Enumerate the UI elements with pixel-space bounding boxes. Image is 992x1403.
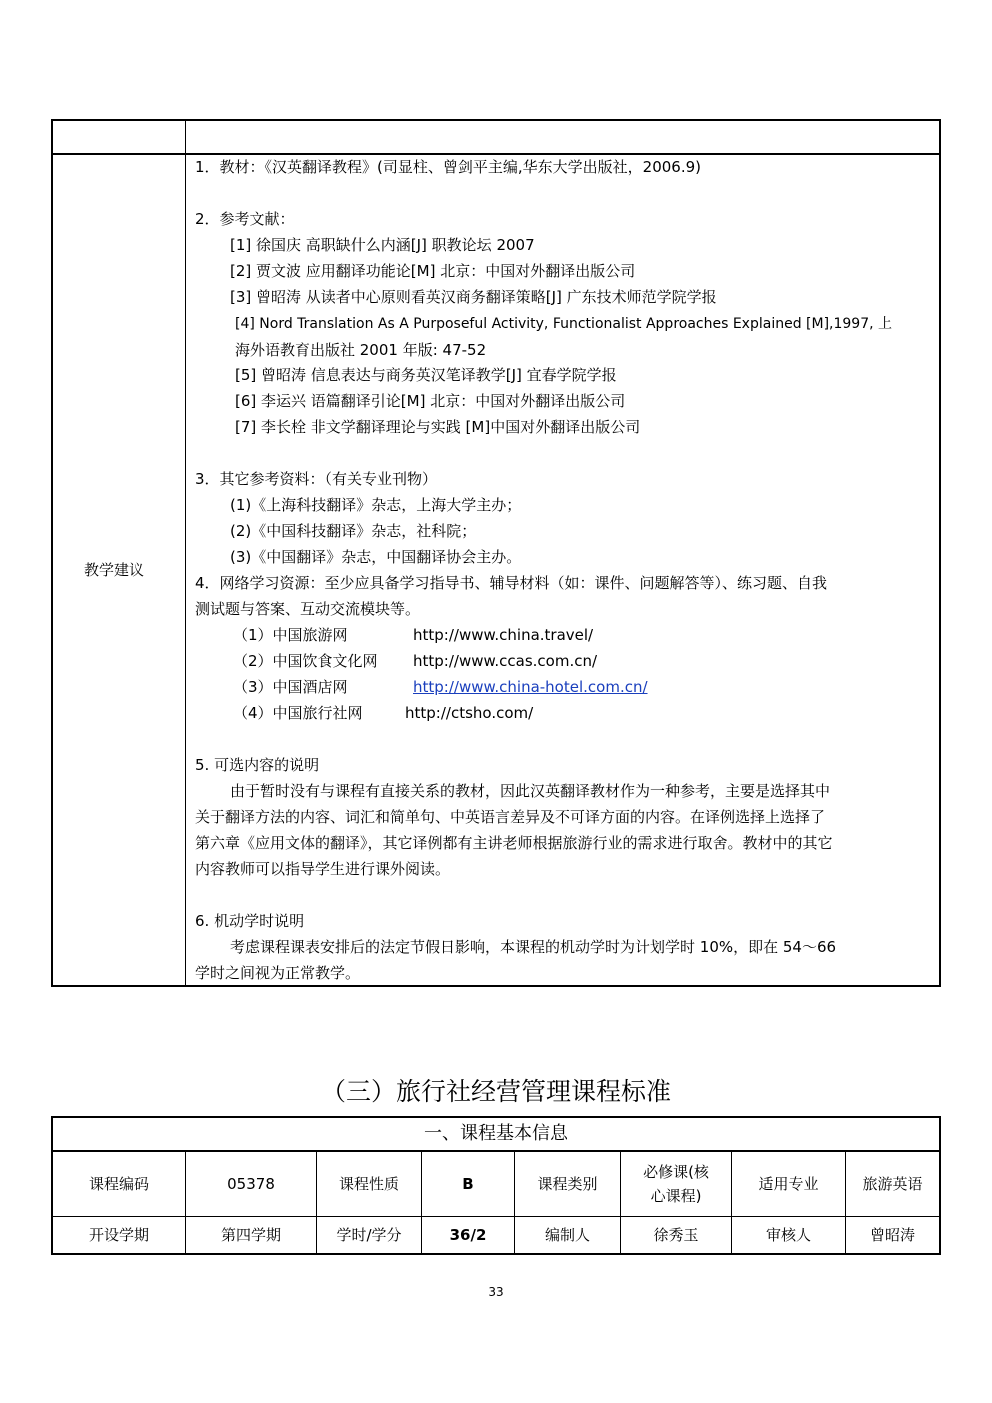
table-border-right bbox=[939, 119, 941, 987]
reference-item: [6] 李运兴 语篇翻译引论[M] 北京：中国对外翻译出版公司 bbox=[235, 392, 626, 410]
label-course-code: 课程编码 bbox=[88, 1175, 149, 1193]
table-border-left bbox=[51, 119, 53, 987]
value-hours-credits: 36/2 bbox=[449, 1226, 487, 1244]
label-reviewer: 审核人 bbox=[765, 1226, 811, 1244]
reference-item-cont: 海外语教育出版社 2001 年版: 47-52 bbox=[235, 341, 487, 359]
site-name: （3）中国酒店网 bbox=[233, 678, 348, 696]
optional-content-line: 内容教师可以指导学生进行课外阅读。 bbox=[195, 860, 451, 878]
textbook-line: 1．教材：《汉英翻译教程》(司显柱、曾剑平主编,华东大学出版社，2006.9) bbox=[195, 158, 702, 176]
flex-hours-line: 学时之间视为正常教学。 bbox=[195, 964, 361, 982]
value-applicable-major: 旅游英语 bbox=[862, 1175, 923, 1193]
web-resources-line: 4．网络学习资源：至少应具备学习指导书、辅导材料（如：课件、问题解答等）、练习题、自我 bbox=[195, 574, 828, 592]
optional-content-line: 关于翻译方法的内容、词汇和简单句、中英语言差异及不可译方面的内容。在译例选择上选择了 bbox=[195, 808, 826, 826]
label-semester: 开设学期 bbox=[88, 1226, 149, 1244]
reference-item: [2] 贾文波 应用翻译功能论[M] 北京：中国对外翻译出版公司 bbox=[230, 262, 636, 280]
page-number: 33 bbox=[488, 1285, 504, 1299]
reference-item: [5] 曾昭涛 信息表达与商务英汉笔译教学[J] 宜春学院学报 bbox=[235, 366, 617, 384]
label-hours-credits: 学时/学分 bbox=[336, 1226, 402, 1244]
site-name: （1）中国旅游网 bbox=[233, 626, 348, 644]
value-compiler: 徐秀玉 bbox=[653, 1226, 699, 1244]
other-material-item: (3)《中国翻译》杂志，中国翻译协会主办。 bbox=[230, 548, 522, 566]
site-name: （4）中国旅行社网 bbox=[233, 704, 363, 722]
reference-item: [4] Nord Translation As A Purposeful Activity, Functionalist Approaches Explained [M],1997, 上 bbox=[235, 316, 893, 332]
info-table-caption: 一、课程基本信息 bbox=[424, 1123, 568, 1144]
site-url-link[interactable]: http://www.china-hotel.com.cn/ bbox=[413, 678, 648, 696]
other-materials-title: 3．其它参考资料：（有关专业刊物） bbox=[195, 470, 438, 488]
site-url: http://www.china.travel/ bbox=[413, 626, 594, 644]
reference-item: [1] 徐国庆 高职缺什么内涵[J] 职教论坛 2007 bbox=[230, 236, 535, 254]
flex-hours-line: 考虑课程课表安排后的法定节假日影响，本课程的机动学时为计划学时 10%，即在 54～66 bbox=[230, 938, 837, 956]
site-url: http://www.ccas.com.cn/ bbox=[413, 652, 598, 670]
references-title: 2．参考文献： bbox=[195, 210, 295, 228]
site-name: （2）中国饮食文化网 bbox=[233, 652, 378, 670]
value-semester: 第四学期 bbox=[220, 1226, 281, 1244]
value-course-category bbox=[621, 1152, 731, 1216]
other-material-item: (2)《中国科技翻译》杂志，社科院； bbox=[230, 522, 477, 540]
other-material-item: (1)《上海科技翻译》杂志，上海大学主办； bbox=[230, 496, 522, 514]
label-course-nature: 课程性质 bbox=[338, 1175, 399, 1193]
row-label-teaching-advice: 教学建议 bbox=[84, 561, 145, 579]
label-course-category: 课程类别 bbox=[537, 1175, 598, 1193]
value-course-nature: B bbox=[462, 1175, 474, 1193]
optional-content-title: 5. 可选内容的说明 bbox=[195, 756, 320, 774]
optional-content-line: 由于暂时没有与课程有直接关系的教材，因此汉英翻译教材作为一种参考，主要是选择其中 bbox=[230, 782, 831, 800]
label-applicable-major: 适用专业 bbox=[758, 1175, 819, 1193]
value-course-category-line: 心课程) bbox=[650, 1187, 702, 1205]
optional-content-line: 第六章《应用文体的翻译》，其它译例都有主讲老师根据旅游行业的需求进行取舍。教材中的其它 bbox=[195, 834, 833, 852]
reference-item: [7] 李长栓 非文学翻译理论与实践 [M]中国对外翻译出版公司 bbox=[235, 418, 641, 436]
value-course-code: 05378 bbox=[227, 1175, 275, 1193]
info-border-right bbox=[939, 1116, 941, 1255]
site-url: http://ctsho.com/ bbox=[405, 704, 534, 722]
web-resources-line: 测试题与答案、互动交流模块等。 bbox=[195, 600, 421, 618]
label-compiler: 编制人 bbox=[544, 1226, 590, 1244]
flex-hours-title: 6. 机动学时说明 bbox=[195, 912, 305, 930]
value-course-category-line: 必修课(核 bbox=[643, 1163, 709, 1181]
reference-item: [3] 曾昭涛 从读者中心原则看英汉商务翻译策略[J] 广东技术师范学院学报 bbox=[230, 288, 717, 306]
value-reviewer: 曾昭涛 bbox=[869, 1226, 915, 1244]
section-heading: （三）旅行社经营管理课程标准 bbox=[320, 1077, 671, 1106]
table-border-mid bbox=[185, 119, 186, 987]
